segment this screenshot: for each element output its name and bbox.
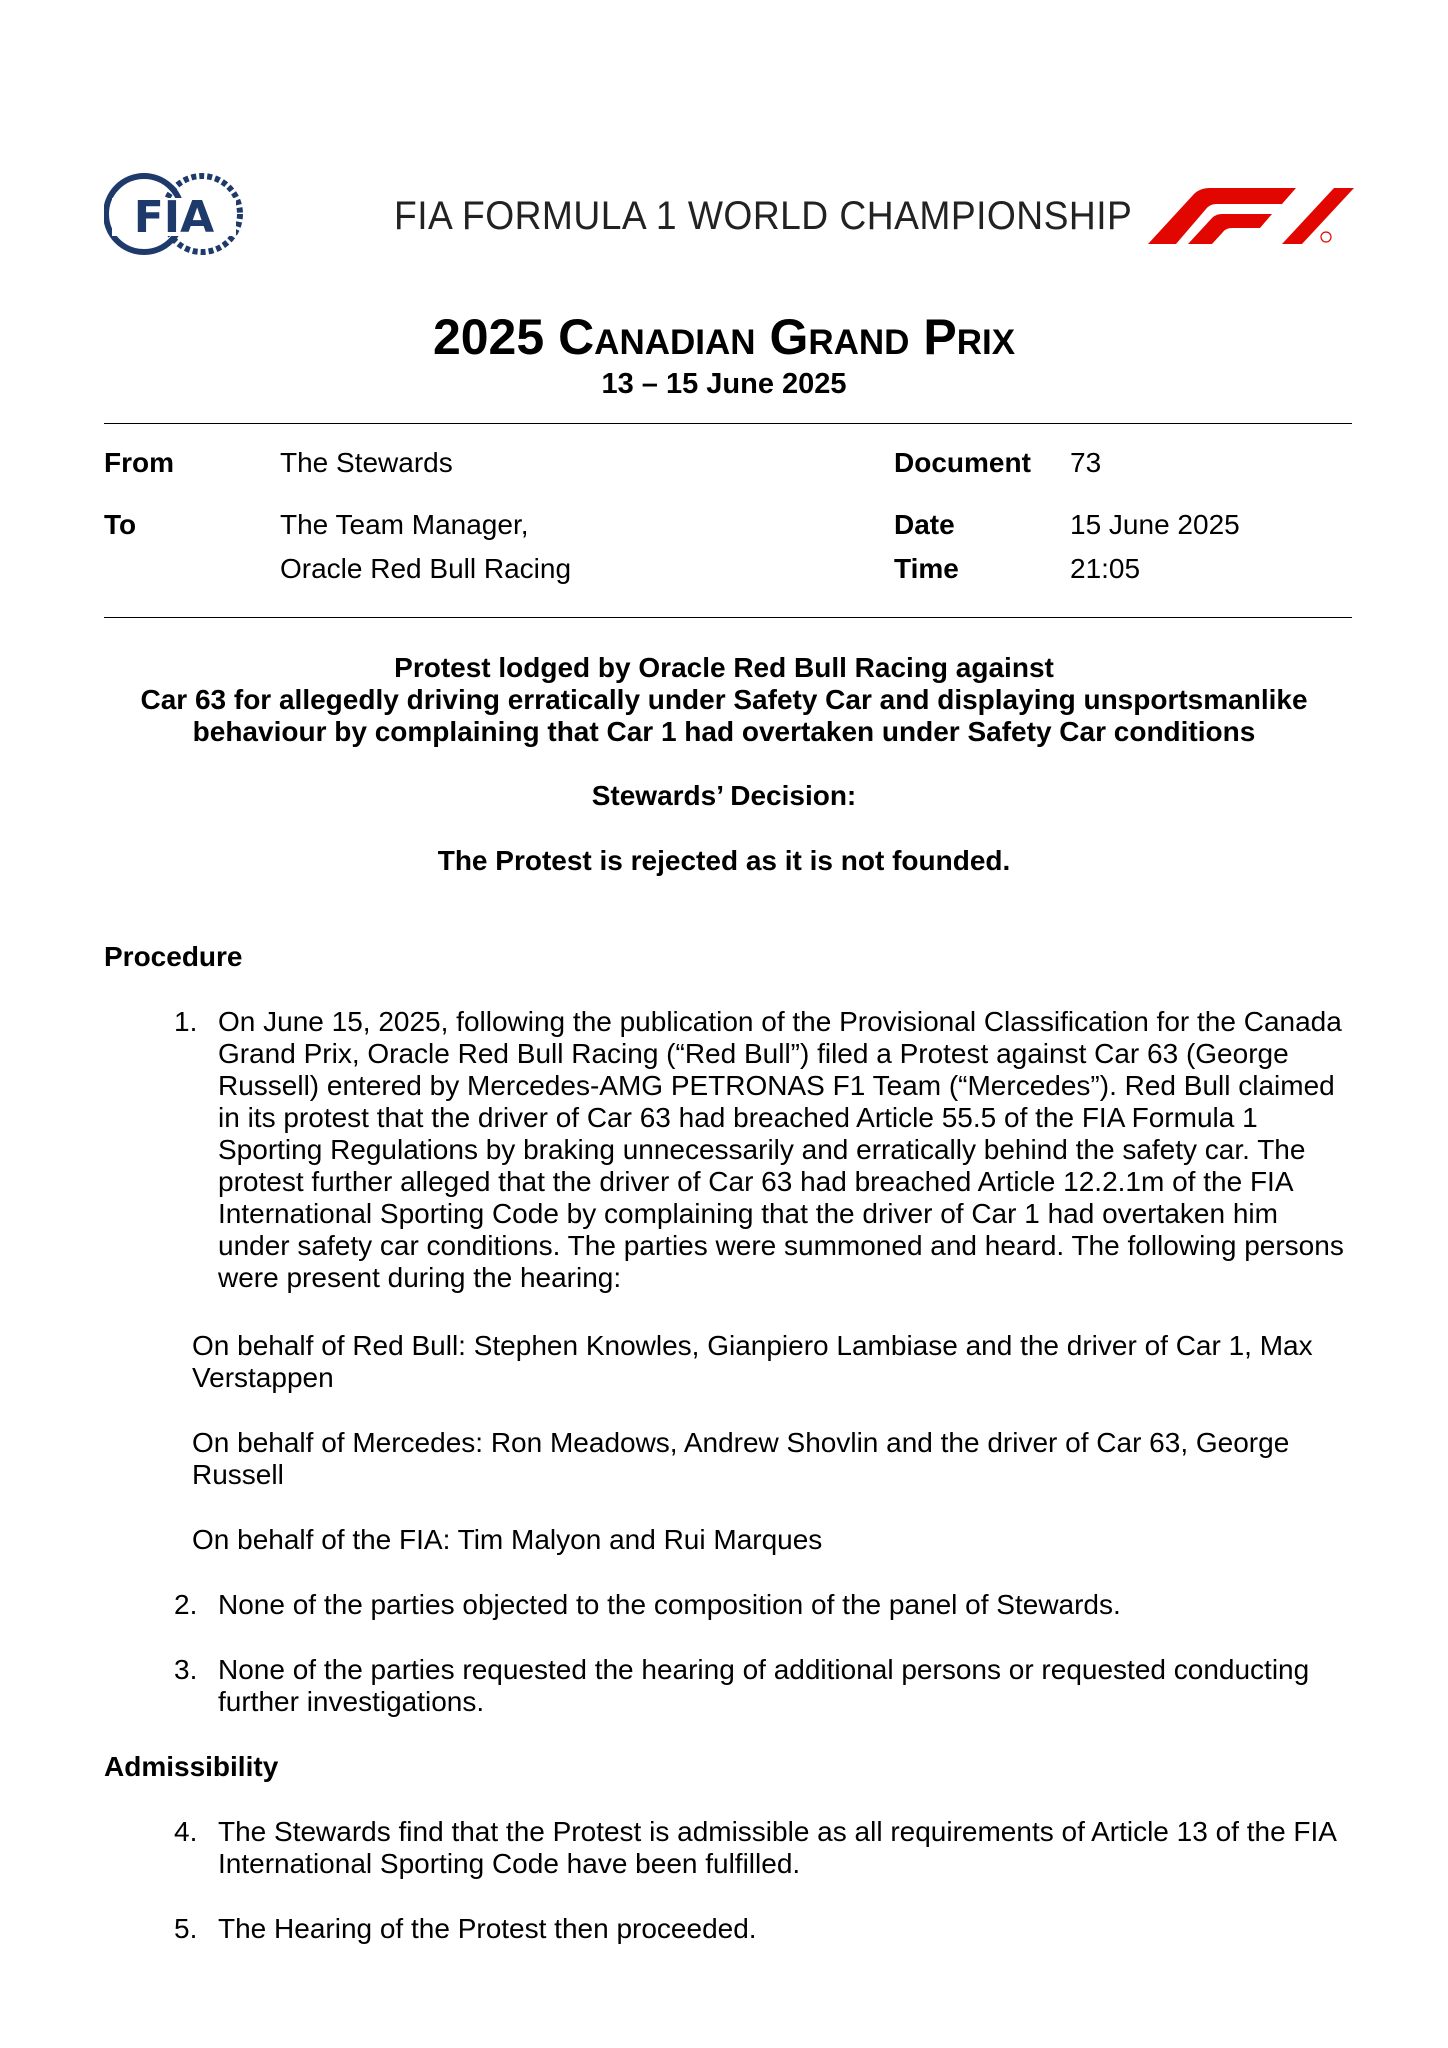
- svg-text:FIA: FIA: [133, 192, 215, 243]
- item-line: None of the parties requested the hearing of additional persons or requested conducting: [218, 1654, 1310, 1685]
- to-value-line2: Oracle Red Bull Racing: [280, 553, 572, 584]
- date-label: Date: [894, 509, 955, 540]
- item-line: in its protest that the driver of Car 63 had breached Article 55.5 of the FIA Formula 1: [218, 1102, 1258, 1133]
- item-line: The Stewards find that the Protest is admissible as all requirements of Article 13 of the FIA: [218, 1816, 1337, 1847]
- procedure-heading: Procedure: [104, 941, 243, 972]
- item-line: protest further alleged that the driver of Car 63 had breached Article 12.2.1m of the FIA: [218, 1166, 1294, 1197]
- from-label: From: [104, 447, 174, 478]
- item-line: under safety car conditions. The parties were summoned and heard. The following persons: [218, 1230, 1344, 1261]
- attendees-fia: [192, 1524, 1342, 1556]
- event-title: [0, 308, 1448, 366]
- time-value: 21:05: [1070, 553, 1141, 584]
- item-number: 2.: [174, 1589, 198, 1620]
- item-line: International Sporting Code by complaining that the driver of Car 1 had overtaken him: [218, 1198, 1278, 1229]
- attendees-mercedes: [192, 1427, 1342, 1491]
- admissibility-heading: Admissibility: [104, 1751, 279, 1782]
- event-year: 2025: [432, 309, 545, 365]
- to-label: To: [104, 509, 137, 540]
- event-name: Canadian Grand Prix: [558, 309, 1016, 365]
- f1-logo: [1148, 186, 1354, 244]
- to-value-line1: The Team Manager,: [280, 509, 529, 540]
- item-line: were present during the hearing:: [218, 1262, 622, 1293]
- item-number: 5.: [174, 1913, 198, 1944]
- fia-logo: [104, 166, 244, 262]
- document-value: 73: [1070, 447, 1102, 478]
- procedure-item-3: [174, 1654, 1354, 1718]
- item-line: further investigations.: [218, 1686, 485, 1717]
- document-label: Document: [894, 447, 1031, 478]
- item-line: International Sporting Code have been fulfilled.: [218, 1848, 801, 1879]
- attendees-line: On behalf of Red Bull: Stephen Knowles, Gianpiero Lambiase and the driver of Car 1, Max: [192, 1330, 1313, 1361]
- item-line: Grand Prix, Oracle Red Bull Racing (“Red Bull”) filed a Protest against Car 63 (George: [218, 1038, 1289, 1069]
- item-line: Sporting Regulations by braking unnecessarily and erratically behind the safety car. The: [218, 1134, 1306, 1165]
- admissibility-item-4: [174, 1816, 1354, 1880]
- item-text: The Hearing of the Protest then proceeded.: [218, 1913, 757, 1944]
- attendees-line: On behalf of Mercedes: Ron Meadows, Andrew Shovlin and the driver of Car 63, George: [192, 1427, 1290, 1458]
- attendees-line: Russell: [192, 1459, 284, 1490]
- item-text: None of the parties objected to the composition of the panel of Stewards.: [218, 1589, 1121, 1620]
- item-number: 1.: [174, 1006, 198, 1037]
- subject-line2: Car 63 for allegedly driving erratically under Safety Car and displaying unsportsmanlike: [140, 684, 1308, 715]
- attendees-line: Verstappen: [192, 1362, 334, 1393]
- attendees-red-bull: [192, 1330, 1342, 1394]
- decision-text: The Protest is rejected as it is not founded.: [437, 845, 1011, 876]
- procedure-item-1: [174, 1006, 1354, 1306]
- date-value: 15 June 2025: [1070, 509, 1240, 540]
- item-number: 4.: [174, 1816, 198, 1847]
- championship-title: FIA FORMULA 1 WORLD CHAMPIONSHIP: [394, 194, 1133, 238]
- item-text: [218, 1816, 1348, 1880]
- divider-bottom: [104, 617, 1352, 618]
- item-text: [218, 1006, 1348, 1294]
- item-text: [218, 1654, 1348, 1718]
- procedure-item-2: [174, 1589, 1354, 1621]
- item-line: Russell) entered by Mercedes-AMG PETRONAS F1 Team (“Mercedes”). Red Bull claimed: [218, 1070, 1335, 1101]
- item-line: On June 15, 2025, following the publication of the Provisional Classification for the Canada: [218, 1006, 1342, 1037]
- item-number: 3.: [174, 1654, 198, 1685]
- admissibility-item-5: [174, 1913, 1354, 1945]
- subject-line3: behaviour by complaining that Car 1 had overtaken under Safety Car conditions: [192, 716, 1256, 747]
- decision-heading: Stewards’ Decision:: [591, 780, 857, 811]
- divider-top: [104, 423, 1352, 424]
- subject-line1: Protest lodged by Oracle Red Bull Racing against: [394, 652, 1054, 683]
- time-label: Time: [894, 553, 959, 584]
- from-value: The Stewards: [280, 447, 453, 478]
- event-dates: 13 – 15 June 2025: [601, 368, 847, 400]
- attendees-line: On behalf of the FIA: Tim Malyon and Rui Marques: [192, 1524, 823, 1555]
